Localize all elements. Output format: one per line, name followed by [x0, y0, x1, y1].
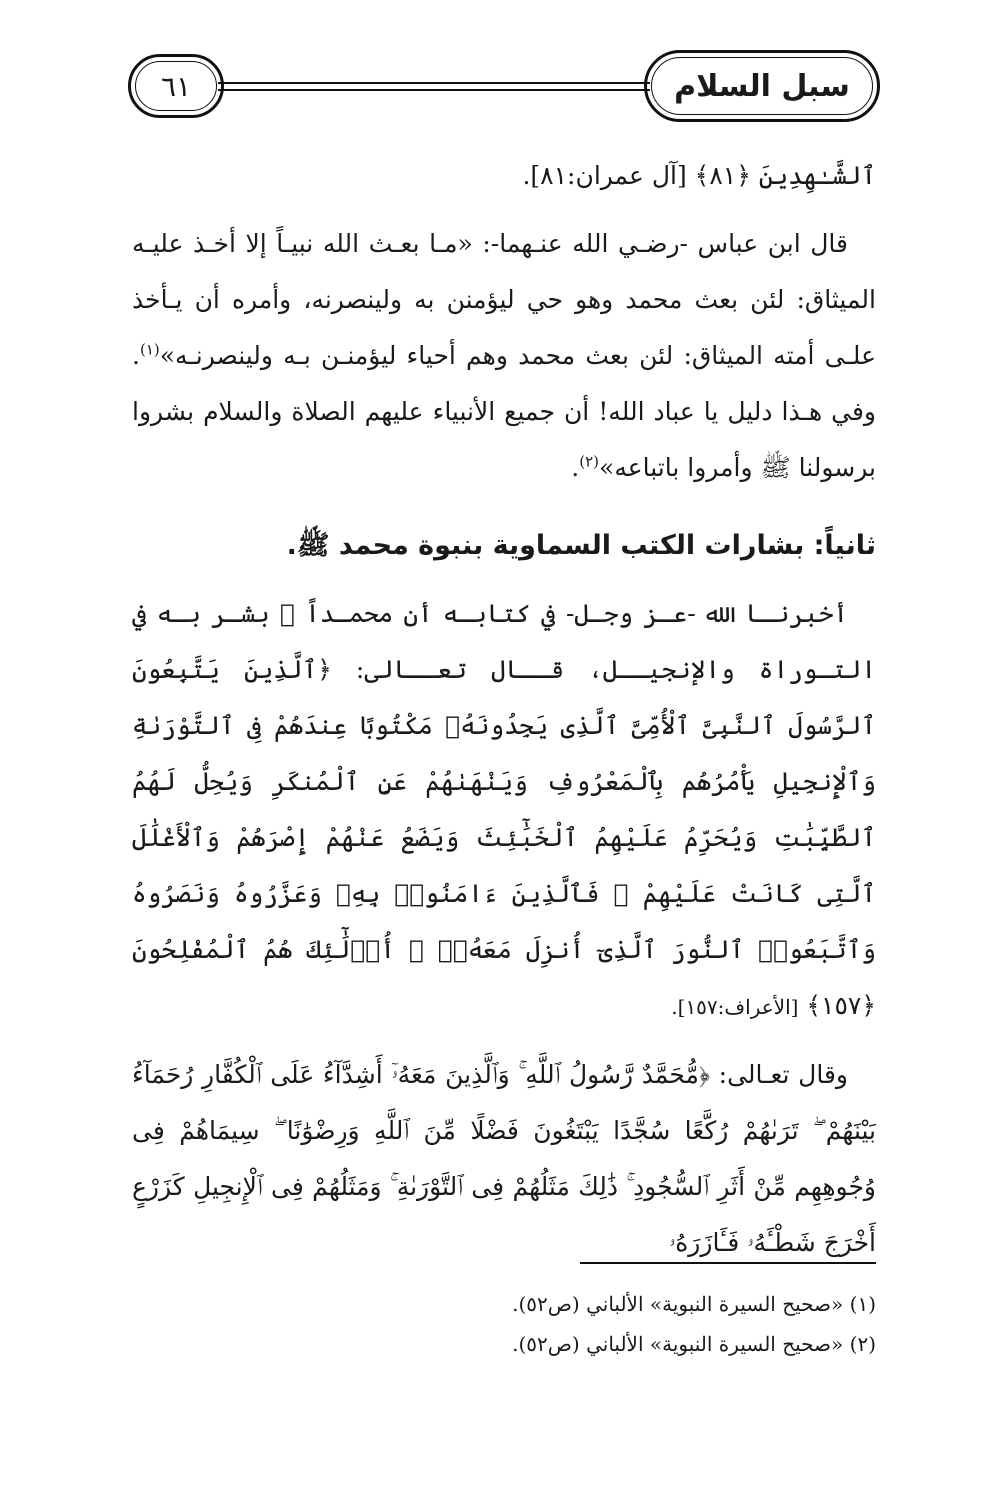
- footnote-ref-2[interactable]: (٢): [579, 452, 600, 471]
- paragraph-ibn-abbas: [132, 216, 876, 496]
- footnote-separator: [580, 1262, 876, 1264]
- main-text: [132, 148, 876, 1271]
- paragraph-text: وقال تعـالى: ﴿مُّحَمَّدٌ رَّسُولُ ٱللَّهِ ۚ وَٱلَّذِينَ مَعَهُۥٓ أَشِدَّآءُ عَلَى ٱلْكُفَّارِ رُحَمَآءُ بَيْنَهُمْ ۖ تَرَىٰهُمْ رُكَّعًا سُجَّدًا يَبْتَغُونَ فَضْلًا مِّنَ ٱللَّهِ وَرِضْوَٰنًا ۖ سِيمَاهُمْ فِى وُجُوهِهِم مِّنْ أَثَرِ ٱلسُّجُودِ ۚ ذَٰلِكَ مَثَلُهُمْ فِى ٱلتَّوْرَىٰةِ ۚ وَمَثَلُهُمْ فِى ٱلْإِنجِيلِ كَزَرْعٍ أَخْرَجَ شَطْـَٔهُۥ فَـَٔازَرَهُۥ: [132, 1060, 876, 1257]
- page-number: ٦١: [160, 69, 192, 103]
- footnote-ref-1[interactable]: (١): [139, 340, 160, 359]
- paragraph-text: قال ابن عباس -رضـي الله عنـهما-: «مـا بعـث الله نبيـاً إلا أخـذ عليـه الميثاق: لئن بعث محمد وهو حي ليؤمنن به ولينصرنه، وأمره أن يـأخذ علـى أمته الميثاق: لئن بعث محمد وهم أحياء ليؤمنـن بـه ولينصرنـه»: [132, 229, 876, 370]
- verse-reference: [الأعراف:١٥٧].: [671, 995, 799, 1019]
- paragraph-end: .: [571, 453, 580, 482]
- verse-end-text: ٱلشَّـٰهِدِينَ ﴿٨١﴾ [آل عمران:٨١].: [522, 161, 876, 190]
- paragraph-text: أخبرنـا الله -عـز وجـل- في كتابـه أن محمـداً ﷺ بشـر بـه في التـوراة والإنجيــل، قــال تعــالى: ﴿ٱلَّذِينَ يَتَّبِعُونَ ٱلرَّسُولَ ٱلنَّبِىَّ ٱلْأُمِّىَّ ٱلَّذِى يَجِدُونَهُۥ مَكْتُوبًا عِندَهُمْ فِى ٱلتَّوْرَىٰةِ وَٱلْإِنجِيلِ يَأْمُرُهُم بِٱلْمَعْرُوفِ وَيَنْهَىٰهُمْ عَنِ ٱلْمُنكَرِ وَيُحِلُّ لَهُمُ ٱلطَّيِّبَٰتِ وَيُحَرِّمُ عَلَيْهِمُ ٱلْخَبَٰٓئِثَ وَيَضَعُ عَنْهُمْ إِصْرَهُمْ وَٱلْأَغْلَٰلَ ٱلَّتِى كَانَتْ عَلَيْهِمْ ۚ فَٱلَّذِينَ ءَامَنُوا۟ بِهِۦ وَعَزَّرُوهُ وَنَصَرُوهُ وَٱتَّبَعُوا۟ ٱلنُّورَ ٱلَّذِىٓ أُنزِلَ مَعَهُۥٓ ۙ أُو۟لَٰٓئِكَ هُمُ ٱلْمُفْلِحُونَ ﴿١٥٧﴾: [132, 599, 876, 1020]
- paragraph-text-cont: . وفي هـذا دليل يا عباد الله! أن جميع الأنبياء عليهم الصلاة والسلام بشروا برسولنا ﷺ وأمروا باتباعه»: [132, 341, 876, 482]
- running-title: سبل السلام: [674, 68, 850, 104]
- page-number-frame: [128, 54, 224, 118]
- verse-continuation: [132, 148, 876, 204]
- paragraph-scriptures: [132, 586, 876, 1035]
- footnote-1: (١) «صحيح السيرة النبوية» الألباني (ص٥٢).: [512, 1292, 876, 1316]
- title-frame: [644, 50, 880, 122]
- section-heading: ثانياً: بشارات الكتب السماوية بنبوة محمد ﷺ.: [286, 530, 876, 561]
- page-header: [128, 46, 880, 128]
- paragraph-fath-verse: [132, 1047, 876, 1271]
- footnotes: [132, 1284, 876, 1364]
- footnote-2: (٢) «صحيح السيرة النبوية» الألباني (ص٥٢).: [512, 1332, 876, 1356]
- header-rule: [218, 82, 650, 91]
